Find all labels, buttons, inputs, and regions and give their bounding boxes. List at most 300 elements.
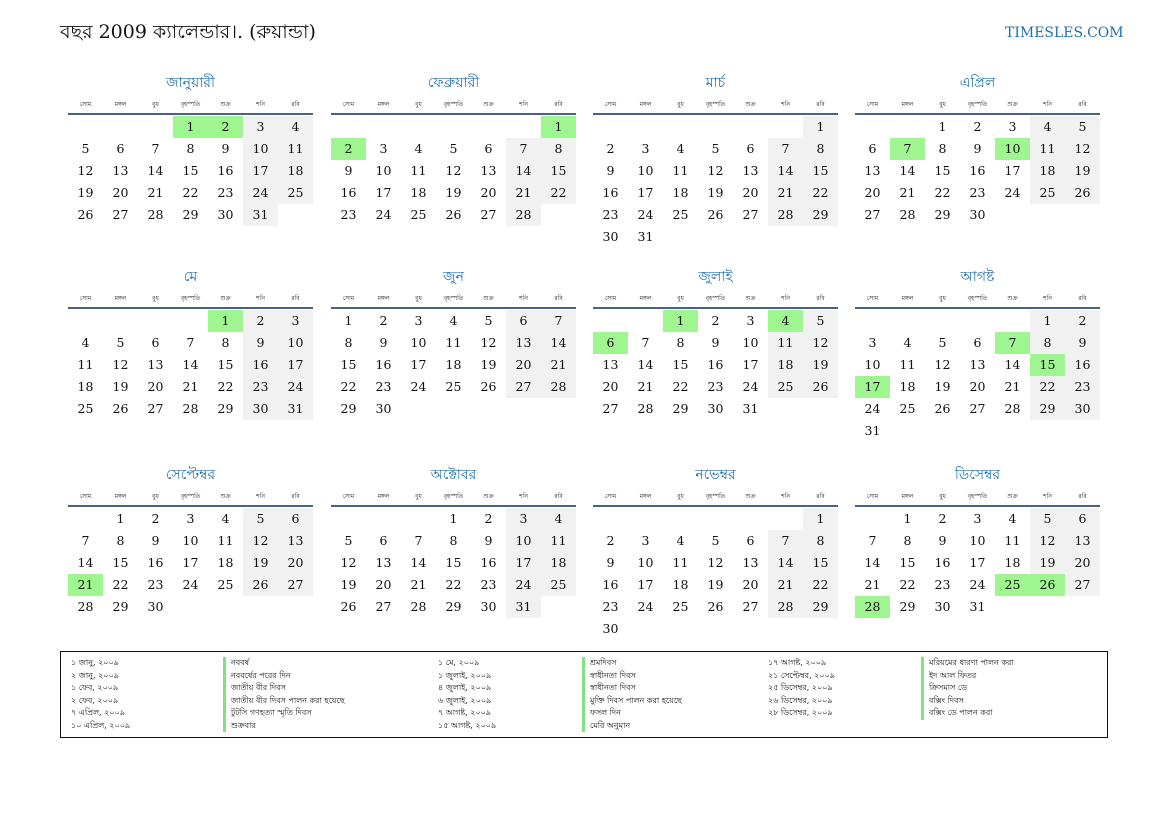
month-block	[855, 268, 1100, 442]
day-cell: 19	[480, 357, 497, 372]
weekday-label: শুক্র	[220, 493, 231, 500]
weekend-day-cell: 22	[803, 182, 838, 204]
day-cell: 27	[480, 207, 497, 222]
weekend-day-cell: 28	[541, 376, 576, 398]
day-cell: 23	[602, 599, 619, 614]
day-cell: 19	[112, 379, 129, 394]
weekday-label: শুক্র	[745, 101, 756, 108]
day-cell: 2	[151, 511, 160, 526]
weekday-label: সোম	[604, 295, 617, 302]
day-cell: 17	[182, 555, 199, 570]
day-cell: 27	[864, 207, 881, 222]
day-grid	[855, 507, 1100, 618]
weekend-day-cell: 22	[1030, 376, 1065, 398]
weekday-label: বৃহস্পতি	[180, 295, 201, 302]
weekday-header	[855, 292, 1100, 309]
weekday-label: বুধ	[939, 101, 946, 108]
day-cell: 20	[602, 379, 619, 394]
empty-cell	[890, 116, 925, 138]
day-cell: 5	[81, 141, 90, 156]
day-cell: 23	[934, 577, 951, 592]
weekend-day-cell: 25	[1030, 182, 1065, 204]
holiday-day-cell: 25	[995, 574, 1030, 596]
weekend-day-cell: 29	[803, 204, 838, 226]
weekend-day-cell: 17	[506, 552, 541, 574]
day-cell: 20	[480, 185, 497, 200]
day-cell: 13	[969, 357, 986, 372]
day-cell: 4	[1008, 511, 1017, 526]
holiday-date: ১ মে, ২০০৯	[438, 658, 480, 667]
weekday-label: রবি	[816, 101, 825, 108]
day-cell: 27	[602, 401, 619, 416]
day-cell: 19	[707, 185, 724, 200]
day-cell: 23	[969, 185, 986, 200]
weekend-day-cell: 21	[768, 574, 803, 596]
day-cell: 15	[182, 163, 199, 178]
weekday-label: শনি	[519, 101, 528, 108]
holiday-date: ২৬ ডিসেম্বর, ২০০৯	[768, 695, 833, 705]
weekend-day-cell: 16	[243, 354, 278, 376]
weekend-day-cell: 5	[1030, 508, 1065, 530]
day-cell: 22	[182, 185, 199, 200]
weekend-day-cell: 30	[1065, 398, 1100, 420]
day-cell: 8	[676, 335, 685, 350]
weekday-label: রবি	[554, 101, 563, 108]
weekday-label: রবি	[554, 493, 563, 500]
weekday-label: বুধ	[152, 493, 159, 500]
weekend-day-cell: 15	[541, 160, 576, 182]
day-cell: 17	[375, 185, 392, 200]
day-cell: 13	[742, 163, 759, 178]
empty-cell	[471, 116, 506, 138]
day-cell: 14	[899, 163, 916, 178]
empty-cell	[733, 116, 768, 138]
day-cell: 3	[641, 141, 650, 156]
day-cell: 22	[445, 577, 462, 592]
day-cell: 8	[344, 335, 353, 350]
day-cell: 6	[116, 141, 125, 156]
weekday-label: বুধ	[415, 295, 422, 302]
day-cell: 21	[1004, 379, 1021, 394]
day-cell: 14	[182, 357, 199, 372]
day-cell: 6	[151, 335, 160, 350]
day-cell: 8	[449, 533, 458, 548]
day-cell: 4	[449, 313, 458, 328]
holiday-name: বক্সিং দিবস	[929, 695, 964, 705]
day-cell: 4	[676, 533, 685, 548]
day-cell: 5	[344, 533, 353, 548]
day-cell: 7	[151, 141, 160, 156]
day-cell: 26	[112, 401, 129, 416]
day-cell: 11	[77, 357, 94, 372]
weekday-label: শুক্র	[745, 295, 756, 302]
weekend-day-cell: 9	[243, 332, 278, 354]
weekend-day-cell: 29	[1030, 398, 1065, 420]
day-grid	[593, 309, 838, 420]
day-cell: 7	[414, 533, 423, 548]
day-cell: 3	[186, 511, 195, 526]
day-cell: 3	[379, 141, 388, 156]
weekday-label: মঙ্গল	[901, 101, 914, 108]
holiday-day-cell: 7	[890, 138, 925, 160]
weekend-day-cell: 3	[243, 116, 278, 138]
day-cell: 5	[711, 533, 720, 548]
weekend-day-cell: 5	[1065, 116, 1100, 138]
holiday-day-cell: 1	[541, 116, 576, 138]
weekday-label: বুধ	[415, 493, 422, 500]
day-cell: 3	[868, 335, 877, 350]
day-cell: 12	[480, 335, 497, 350]
weekend-day-cell: 8	[803, 530, 838, 552]
weekday-header	[331, 490, 576, 507]
weekday-label: সোম	[866, 295, 879, 302]
day-cell: 13	[375, 555, 392, 570]
day-cell: 19	[707, 577, 724, 592]
weekday-label: বৃহস্পতি	[443, 493, 464, 500]
day-cell: 13	[147, 357, 164, 372]
holiday-name: জাতীয় বীর দিবস পালন করা হয়েছে	[231, 695, 345, 705]
day-cell: 14	[410, 555, 427, 570]
weekday-label: মঙ্গল	[377, 101, 390, 108]
weekend-day-cell: 11	[1030, 138, 1065, 160]
month-block	[855, 466, 1100, 618]
weekend-day-cell: 24	[506, 574, 541, 596]
holiday-day-cell: 6	[593, 332, 628, 354]
day-cell: 17	[410, 357, 427, 372]
day-cell: 5	[116, 335, 125, 350]
day-cell: 25	[672, 207, 689, 222]
empty-cell	[768, 116, 803, 138]
weekday-label: শনি	[256, 295, 265, 302]
day-grid	[331, 507, 576, 618]
empty-cell	[698, 116, 733, 138]
day-cell: 10	[637, 555, 654, 570]
holiday-name: ইদ আল ফিতর	[929, 670, 977, 680]
day-cell: 21	[637, 379, 654, 394]
day-cell: 27	[375, 599, 392, 614]
weekday-label: মঙ্গল	[377, 295, 390, 302]
empty-cell	[698, 508, 733, 530]
day-cell: 30	[602, 229, 619, 244]
holiday-date: ৭ আগষ্ট, ২০০৯	[438, 708, 491, 717]
holiday-date: ৭ এপ্রিল, ২০০৯	[71, 708, 125, 717]
weekday-label: বৃহস্পতি	[967, 295, 988, 302]
month-block	[331, 74, 576, 226]
day-cell: 26	[707, 207, 724, 222]
weekend-day-cell: 8	[803, 138, 838, 160]
day-cell: 20	[969, 379, 986, 394]
day-cell: 17	[1004, 163, 1021, 178]
empty-cell	[68, 310, 103, 332]
day-cell: 26	[77, 207, 94, 222]
weekday-header	[331, 292, 576, 309]
month-title: সেপ্টেম্বর	[165, 467, 216, 483]
holiday-name: বক্সিং ডে পালন করা	[929, 708, 993, 717]
day-cell: 25	[410, 207, 427, 222]
weekday-label: বৃহস্পতি	[705, 295, 726, 302]
month-title: মে	[183, 269, 198, 285]
day-cell: 13	[742, 555, 759, 570]
holiday-day-cell: 21	[68, 574, 103, 596]
day-cell: 17	[969, 555, 986, 570]
weekend-day-cell: 29	[803, 596, 838, 618]
day-cell: 11	[672, 163, 689, 178]
day-cell: 11	[445, 335, 462, 350]
empty-cell	[68, 508, 103, 530]
day-cell: 8	[938, 141, 947, 156]
page-title: বছর 2009 ক্যালেন্ডার।. (রুয়ান্ডা)	[60, 21, 316, 43]
day-cell: 5	[449, 141, 458, 156]
holiday-date: ১৫ আগষ্ট, ২০০৯	[438, 720, 497, 730]
day-cell: 12	[707, 163, 724, 178]
day-cell: 9	[484, 533, 493, 548]
month-title: জানুয়ারী	[166, 75, 215, 91]
weekday-header	[68, 98, 313, 115]
day-cell: 18	[77, 379, 94, 394]
empty-cell	[138, 116, 173, 138]
weekday-label: সোম	[79, 101, 92, 108]
weekend-day-cell: 22	[541, 182, 576, 204]
weekday-label: শনি	[781, 295, 790, 302]
weekend-day-cell: 12	[1030, 530, 1065, 552]
weekday-label: মঙ্গল	[114, 101, 127, 108]
day-cell: 5	[711, 141, 720, 156]
empty-cell	[855, 116, 890, 138]
day-cell: 29	[217, 401, 234, 416]
weekday-header	[593, 292, 838, 309]
weekend-day-cell: 25	[541, 574, 576, 596]
day-cell: 23	[707, 379, 724, 394]
day-cell: 6	[746, 141, 755, 156]
day-cell: 22	[340, 379, 357, 394]
day-cell: 14	[637, 357, 654, 372]
holiday-day-cell: 15	[1030, 354, 1065, 376]
day-cell: 27	[742, 599, 759, 614]
holiday-date: ২ ফেব, ২০০৯	[71, 695, 119, 705]
day-cell: 11	[217, 533, 234, 548]
holiday-day-cell: 7	[995, 332, 1030, 354]
day-cell: 7	[81, 533, 90, 548]
weekend-day-cell: 17	[243, 160, 278, 182]
holiday-date: ১ জুলাই, ২০০৯	[438, 670, 492, 680]
holiday-day-cell: 1	[208, 310, 243, 332]
day-cell: 15	[672, 357, 689, 372]
month-block	[593, 466, 838, 640]
holiday-day-cell: 2	[208, 116, 243, 138]
day-cell: 23	[480, 577, 497, 592]
holiday-date-column	[768, 657, 835, 720]
weekday-label: শুক্র	[483, 101, 494, 108]
day-cell: 26	[934, 401, 951, 416]
weekday-label: বুধ	[677, 101, 684, 108]
day-cell: 24	[375, 207, 392, 222]
holiday-name-column	[921, 657, 1014, 720]
day-cell: 9	[938, 533, 947, 548]
day-cell: 21	[864, 577, 881, 592]
weekday-header	[855, 98, 1100, 115]
day-cell: 22	[899, 577, 916, 592]
day-cell: 23	[147, 577, 164, 592]
weekend-day-cell: 23	[243, 376, 278, 398]
weekend-day-cell: 2	[1065, 310, 1100, 332]
weekend-day-cell: 12	[803, 332, 838, 354]
empty-cell	[628, 310, 663, 332]
weekday-label: মঙ্গল	[639, 493, 652, 500]
weekday-label: শুক্র	[1007, 295, 1018, 302]
holiday-name: মুক্তি দিবস পালন করা হয়েছে	[590, 695, 682, 705]
day-cell: 10	[969, 533, 986, 548]
day-cell: 16	[602, 185, 619, 200]
weekend-day-cell: 21	[506, 182, 541, 204]
month-block	[331, 466, 576, 618]
weekday-label: শুক্র	[1007, 101, 1018, 108]
empty-cell	[960, 310, 995, 332]
day-cell: 28	[410, 599, 427, 614]
day-cell: 22	[217, 379, 234, 394]
holiday-day-cell: 28	[855, 596, 890, 618]
weekend-day-cell: 30	[243, 398, 278, 420]
day-cell: 24	[637, 207, 654, 222]
weekday-label: বৃহস্পতি	[180, 101, 201, 108]
day-cell: 1	[938, 119, 947, 134]
weekday-label: শুক্র	[220, 295, 231, 302]
weekday-label: বৃহস্পতি	[180, 493, 201, 500]
day-cell: 1	[449, 511, 458, 526]
month-title: নভেম্বর	[695, 467, 736, 483]
empty-cell	[628, 508, 663, 530]
weekday-label: রবি	[1078, 493, 1087, 500]
day-cell: 7	[641, 335, 650, 350]
day-cell: 6	[746, 533, 755, 548]
day-cell: 26	[445, 207, 462, 222]
weekend-day-cell: 20	[506, 354, 541, 376]
weekend-day-cell: 4	[1030, 116, 1065, 138]
day-cell: 22	[672, 379, 689, 394]
month-title: আগষ্ট	[960, 269, 995, 285]
day-cell: 24	[1004, 185, 1021, 200]
day-cell: 16	[602, 577, 619, 592]
day-cell: 16	[217, 163, 234, 178]
day-cell: 16	[147, 555, 164, 570]
weekday-label: রবি	[291, 101, 300, 108]
holiday-date: ২৮ ডিসেম্বর, ২০০৯	[768, 708, 833, 717]
holiday-name: ফসল দিন	[590, 708, 621, 717]
empty-cell	[401, 508, 436, 530]
weekday-label: মঙ্গল	[639, 101, 652, 108]
empty-cell	[663, 116, 698, 138]
day-cell: 4	[903, 335, 912, 350]
day-cell: 26	[707, 599, 724, 614]
weekend-day-cell: 11	[768, 332, 803, 354]
weekend-day-cell: 26	[243, 574, 278, 596]
weekend-day-cell: 9	[1065, 332, 1100, 354]
empty-cell	[593, 508, 628, 530]
weekend-day-cell: 1	[803, 116, 838, 138]
weekday-label: বুধ	[415, 101, 422, 108]
weekday-label: মঙ্গল	[639, 295, 652, 302]
weekend-day-cell: 10	[506, 530, 541, 552]
empty-cell	[103, 116, 138, 138]
day-cell: 29	[112, 599, 129, 614]
weekday-label: সোম	[79, 493, 92, 500]
day-cell: 22	[934, 185, 951, 200]
empty-cell	[855, 508, 890, 530]
weekend-day-cell: 21	[541, 354, 576, 376]
day-grid	[593, 507, 838, 640]
weekday-label: মঙ্গল	[114, 295, 127, 302]
day-cell: 30	[480, 599, 497, 614]
weekend-day-cell: 28	[768, 204, 803, 226]
day-cell: 16	[707, 357, 724, 372]
weekend-day-cell: 11	[278, 138, 313, 160]
weekday-label: বৃহস্পতি	[705, 493, 726, 500]
day-cell: 29	[934, 207, 951, 222]
day-cell: 15	[340, 357, 357, 372]
day-cell: 11	[410, 163, 427, 178]
holiday-name-column	[582, 657, 682, 732]
weekday-label: সোম	[604, 101, 617, 108]
holiday-date: ৪ জুলাই, ২০০৯	[438, 683, 492, 692]
day-cell: 2	[484, 511, 493, 526]
day-cell: 15	[934, 163, 951, 178]
weekday-label: শুক্র	[483, 295, 494, 302]
day-cell: 3	[746, 313, 755, 328]
holiday-name: ক্রিসমাস ডে	[929, 683, 967, 692]
day-cell: 11	[1004, 533, 1021, 548]
weekend-day-cell: 4	[541, 508, 576, 530]
day-cell: 9	[711, 335, 720, 350]
weekend-day-cell: 6	[278, 508, 313, 530]
site-link[interactable]: TIMESLES.COM	[1005, 25, 1124, 41]
day-cell: 6	[868, 141, 877, 156]
weekend-day-cell: 14	[768, 552, 803, 574]
day-cell: 9	[221, 141, 230, 156]
day-cell: 20	[112, 185, 129, 200]
day-cell: 21	[899, 185, 916, 200]
weekend-day-cell: 1	[1030, 310, 1065, 332]
day-grid	[593, 115, 838, 248]
weekday-label: রবি	[1078, 295, 1087, 302]
weekday-header	[855, 490, 1100, 507]
day-cell: 13	[112, 163, 129, 178]
day-cell: 28	[77, 599, 94, 614]
weekend-day-cell: 28	[768, 596, 803, 618]
day-cell: 31	[637, 229, 654, 244]
empty-cell	[331, 116, 366, 138]
empty-cell	[593, 310, 628, 332]
holiday-name: মরিয়মের ধারণা পালন করা	[929, 658, 1014, 667]
day-cell: 21	[182, 379, 199, 394]
day-cell: 29	[672, 401, 689, 416]
weekday-label: বৃহস্পতি	[967, 493, 988, 500]
weekday-header	[68, 292, 313, 309]
weekend-day-cell: 7	[506, 138, 541, 160]
day-cell: 30	[934, 599, 951, 614]
holiday-name: জাতীয় বীর দিবস	[231, 683, 286, 692]
weekend-day-cell: 13	[1065, 530, 1100, 552]
day-cell: 7	[186, 335, 195, 350]
day-cell: 20	[742, 185, 759, 200]
holiday-day-cell: 17	[855, 376, 890, 398]
weekday-label: সোম	[866, 493, 879, 500]
day-cell: 19	[934, 379, 951, 394]
holiday-name: নববর্ষের পরের দিন	[231, 670, 291, 680]
day-grid	[331, 309, 576, 420]
day-cell: 29	[340, 401, 357, 416]
day-cell: 4	[414, 141, 423, 156]
day-cell: 7	[868, 533, 877, 548]
weekday-label: বুধ	[152, 101, 159, 108]
